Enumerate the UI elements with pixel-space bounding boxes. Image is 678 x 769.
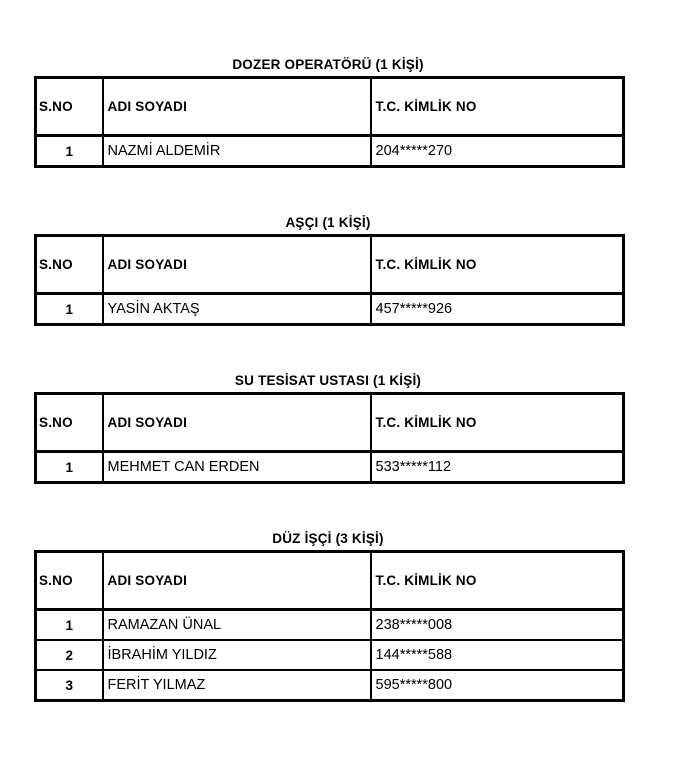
cell-name: RAMAZAN ÜNAL (103, 610, 371, 641)
column-header-sno: S.NO (36, 78, 103, 136)
cell-sno: 1 (36, 452, 103, 483)
header-row (36, 552, 624, 610)
cell-tc: 144*****588 (371, 640, 624, 670)
table-title: DOZER OPERATÖRÜ (1 KİŞİ) (232, 57, 424, 72)
cell-name: İBRAHİM YILDIZ (103, 640, 371, 670)
column-header-tc: T.C. KİMLİK NO (371, 78, 624, 136)
column-header-sno: S.NO (36, 236, 103, 294)
cell-name: MEHMET CAN ERDEN (103, 452, 371, 483)
cell-sno: 1 (36, 294, 103, 325)
column-header-tc: T.C. KİMLİK NO (371, 394, 624, 452)
table-row (36, 640, 624, 670)
roster-section (34, 57, 678, 168)
column-header-name: ADI SOYADI (103, 552, 371, 610)
cell-name: FERİT YILMAZ (103, 670, 371, 701)
column-header-name: ADI SOYADI (103, 394, 371, 452)
header-row (36, 78, 624, 136)
roster-section (34, 531, 678, 702)
column-header-sno: S.NO (36, 552, 103, 610)
table-row (36, 136, 624, 167)
header-row (36, 236, 624, 294)
column-header-name: ADI SOYADI (103, 78, 371, 136)
cell-tc: 595*****800 (371, 670, 624, 701)
column-header-tc: T.C. KİMLİK NO (371, 236, 624, 294)
cell-sno: 1 (36, 136, 103, 167)
cell-sno: 3 (36, 670, 103, 701)
cell-name: YASİN AKTAŞ (103, 294, 371, 325)
cell-tc: 533*****112 (371, 452, 624, 483)
roster-table (34, 392, 625, 484)
table-title: AŞÇI (1 KİŞİ) (285, 215, 371, 230)
table-title: SU TESİSAT USTASI (1 KİŞİ) (234, 373, 422, 388)
column-header-sno: S.NO (36, 394, 103, 452)
cell-name: NAZMİ ALDEMİR (103, 136, 371, 167)
column-header-tc: T.C. KİMLİK NO (371, 552, 624, 610)
roster-sections (34, 57, 678, 702)
table-title: DÜZ İŞÇİ (3 KİŞİ) (272, 531, 384, 546)
table-row (36, 670, 624, 701)
cell-tc: 238*****008 (371, 610, 624, 641)
cell-sno: 1 (36, 610, 103, 641)
cell-tc: 204*****270 (371, 136, 624, 167)
cell-tc: 457*****926 (371, 294, 624, 325)
cell-sno: 2 (36, 640, 103, 670)
table-row (36, 610, 624, 641)
column-header-name: ADI SOYADI (103, 236, 371, 294)
roster-table (34, 550, 625, 702)
table-row (36, 294, 624, 325)
header-row (36, 394, 624, 452)
roster-table (34, 234, 625, 326)
roster-section (34, 215, 678, 326)
roster-section (34, 373, 678, 484)
roster-table (34, 76, 625, 168)
table-row (36, 452, 624, 483)
